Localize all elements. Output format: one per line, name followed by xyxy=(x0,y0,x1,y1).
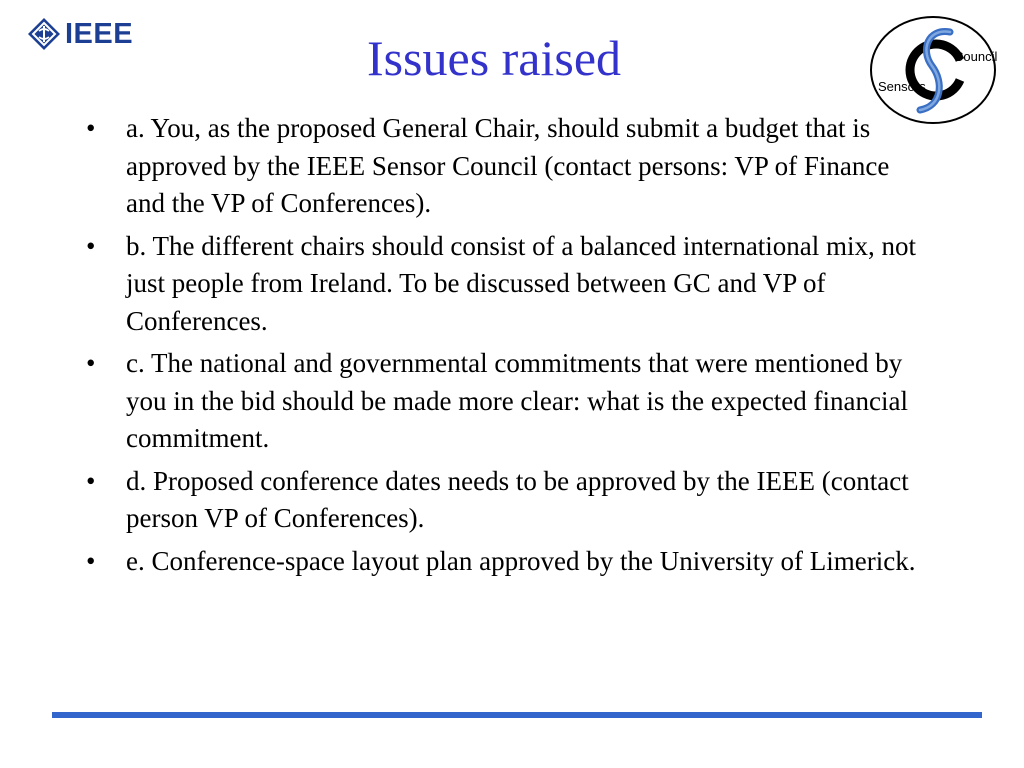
bullet-item xyxy=(86,463,926,538)
bullet-marker: • xyxy=(86,348,96,378)
bullet-item xyxy=(86,228,926,341)
bullet-text: c. The national and governmental commitments that were mentioned by you in the bid should be made more clear: what is the expected financial commitment. xyxy=(126,348,908,453)
bullet-item xyxy=(86,345,926,458)
bullet-text: b. The different chairs should consist of a balanced international mix, not just people from Ireland. To be discussed between GC and VP of Conferences. xyxy=(126,230,917,336)
bullet-marker: • xyxy=(86,113,96,143)
bullet-marker: • xyxy=(86,465,96,496)
council-logo-word-sensors: Sensors xyxy=(878,79,926,94)
slide-title: Issues raised xyxy=(366,30,622,86)
bullet-text: a. You, as the proposed General Chair, should submit a budget that is approved by the IEEE Sensor Council (contact persons: VP of Finance and the VP of Conferences). xyxy=(126,113,890,218)
bullet-marker: • xyxy=(86,545,96,576)
bullet-text: d. Proposed conference dates needs to be approved by the IEEE (contact person VP of Conferences). xyxy=(126,465,909,533)
bullet-text: e. Conference-space layout plan approved by the University of Limerick. xyxy=(126,545,916,576)
ieee-wordmark: IEEE xyxy=(65,18,134,50)
bullet-marker: • xyxy=(86,230,96,261)
bullet-item xyxy=(86,543,926,581)
bottom-divider xyxy=(52,712,982,718)
council-logo-word-council: Council xyxy=(954,49,998,64)
bullet-list xyxy=(86,110,926,585)
bullet-item xyxy=(86,110,926,223)
